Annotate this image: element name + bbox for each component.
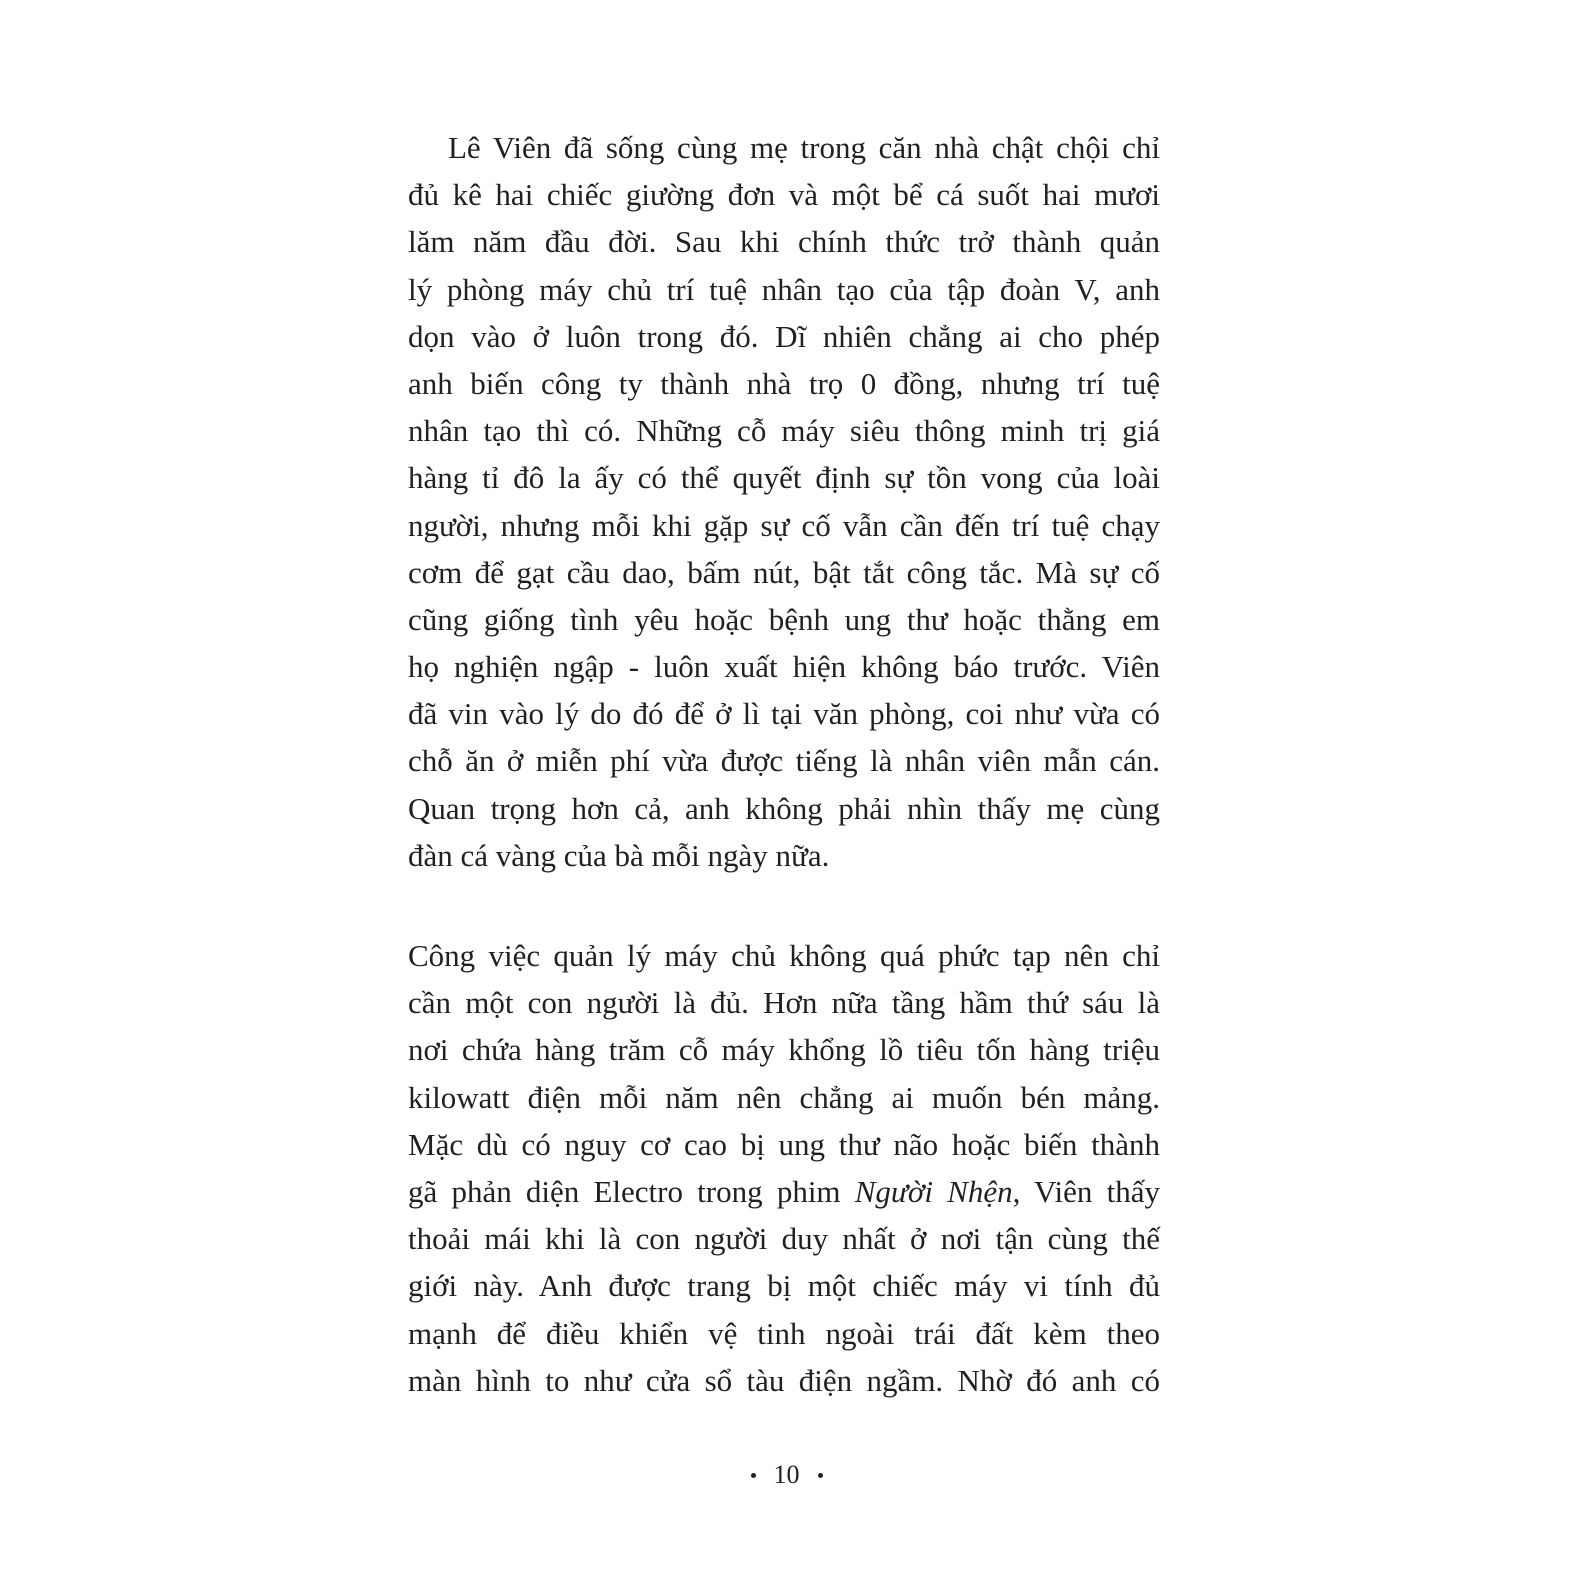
paragraph-line-with-italic (408, 1168, 1160, 1215)
bullet-dot-icon (751, 1473, 756, 1478)
line-text: gã phản diện Electro trong phim (408, 1173, 855, 1209)
paragraph-line: dọn vào ở luôn trong đó. Dĩ nhiên chẳng ai cho phép (408, 318, 1160, 354)
paragraph-line: lý phòng máy chủ trí tuệ nhân tạo của tập đoàn V, anh (408, 271, 1160, 307)
paragraph-line: mạnh để điều khiển vệ tinh ngoài trái đất kèm theo (408, 1315, 1160, 1351)
line-text: , Viên thấy (1012, 1173, 1160, 1209)
paragraph-line: cơm để gạt cầu dao, bấm nút, bật tắt công tắc. Mà sự cố (408, 554, 1160, 590)
paragraph-line: anh biến công ty thành nhà trọ 0 đồng, nhưng trí tuệ (408, 365, 1160, 401)
paragraph-line: đã vin vào lý do đó để ở lì tại văn phòng, coi như vừa có (408, 696, 1160, 732)
paragraph-1 (408, 124, 1160, 879)
paragraph-line: hàng tỉ đô la ấy có thể quyết định sự tồn vong của loài (408, 460, 1160, 496)
paragraph-line: cần một con người là đủ. Hơn nữa tầng hầm thứ sáu là (408, 985, 1160, 1021)
paragraph-line: màn hình to như cửa sổ tàu điện ngầm. Nhờ đó anh có (408, 1362, 1160, 1398)
paragraph-line: lăm năm đầu đời. Sau khi chính thức trở thành quản (408, 224, 1160, 260)
paragraph-line: Quan trọng hơn cả, anh không phải nhìn thấy mẹ cùng (408, 790, 1160, 826)
paragraph-line: Mặc dù có nguy cơ cao bị ung thư não hoặc biến thành (408, 1126, 1160, 1162)
paragraph-line: kilowatt điện mỗi năm nên chẳng ai muốn bén mảng. (408, 1079, 1160, 1115)
bullet-dot-icon (818, 1473, 823, 1478)
paragraph-line: nhân tạo thì có. Những cỗ máy siêu thông minh trị giá (408, 413, 1160, 449)
paragraph-line: chỗ ăn ở miễn phí vừa được tiếng là nhân viên mẫn cán. (408, 743, 1160, 779)
paragraph-line: người, nhưng mỗi khi gặp sự cố vẫn cần đến trí tuệ chạy (408, 507, 1160, 543)
paragraph-line: thoải mái khi là con người duy nhất ở nơi tận cùng thế (408, 1221, 1160, 1257)
paragraph-2 (408, 932, 1160, 1404)
paragraph-line: họ nghiện ngập - luôn xuất hiện không báo trước. Viên (408, 649, 1160, 685)
paragraph-line: đàn cá vàng của bà mỗi ngày nữa. (408, 837, 830, 873)
page-footer (0, 1458, 1573, 1492)
paragraph-line: Công việc quản lý máy chủ không quá phức tạp nên chỉ (408, 938, 1160, 973)
paragraph-line: nơi chứa hàng trăm cỗ máy khổng lồ tiêu tốn hàng triệu (408, 1032, 1160, 1068)
paragraph-line: Lê Viên đã sống cùng mẹ trong căn nhà chật chội chỉ (448, 130, 1160, 165)
page-number: 10 (773, 1460, 800, 1489)
paragraph-line: cũng giống tình yêu hoặc bệnh ung thư hoặc thằng em (408, 601, 1160, 637)
film-title: Người Nhện (854, 1173, 1013, 1209)
paragraph-line: đủ kê hai chiếc giường đơn và một bể cá suốt hai mươi (408, 177, 1160, 213)
paragraph-line: giới này. Anh được trang bị một chiếc máy vi tính đủ (408, 1268, 1160, 1304)
